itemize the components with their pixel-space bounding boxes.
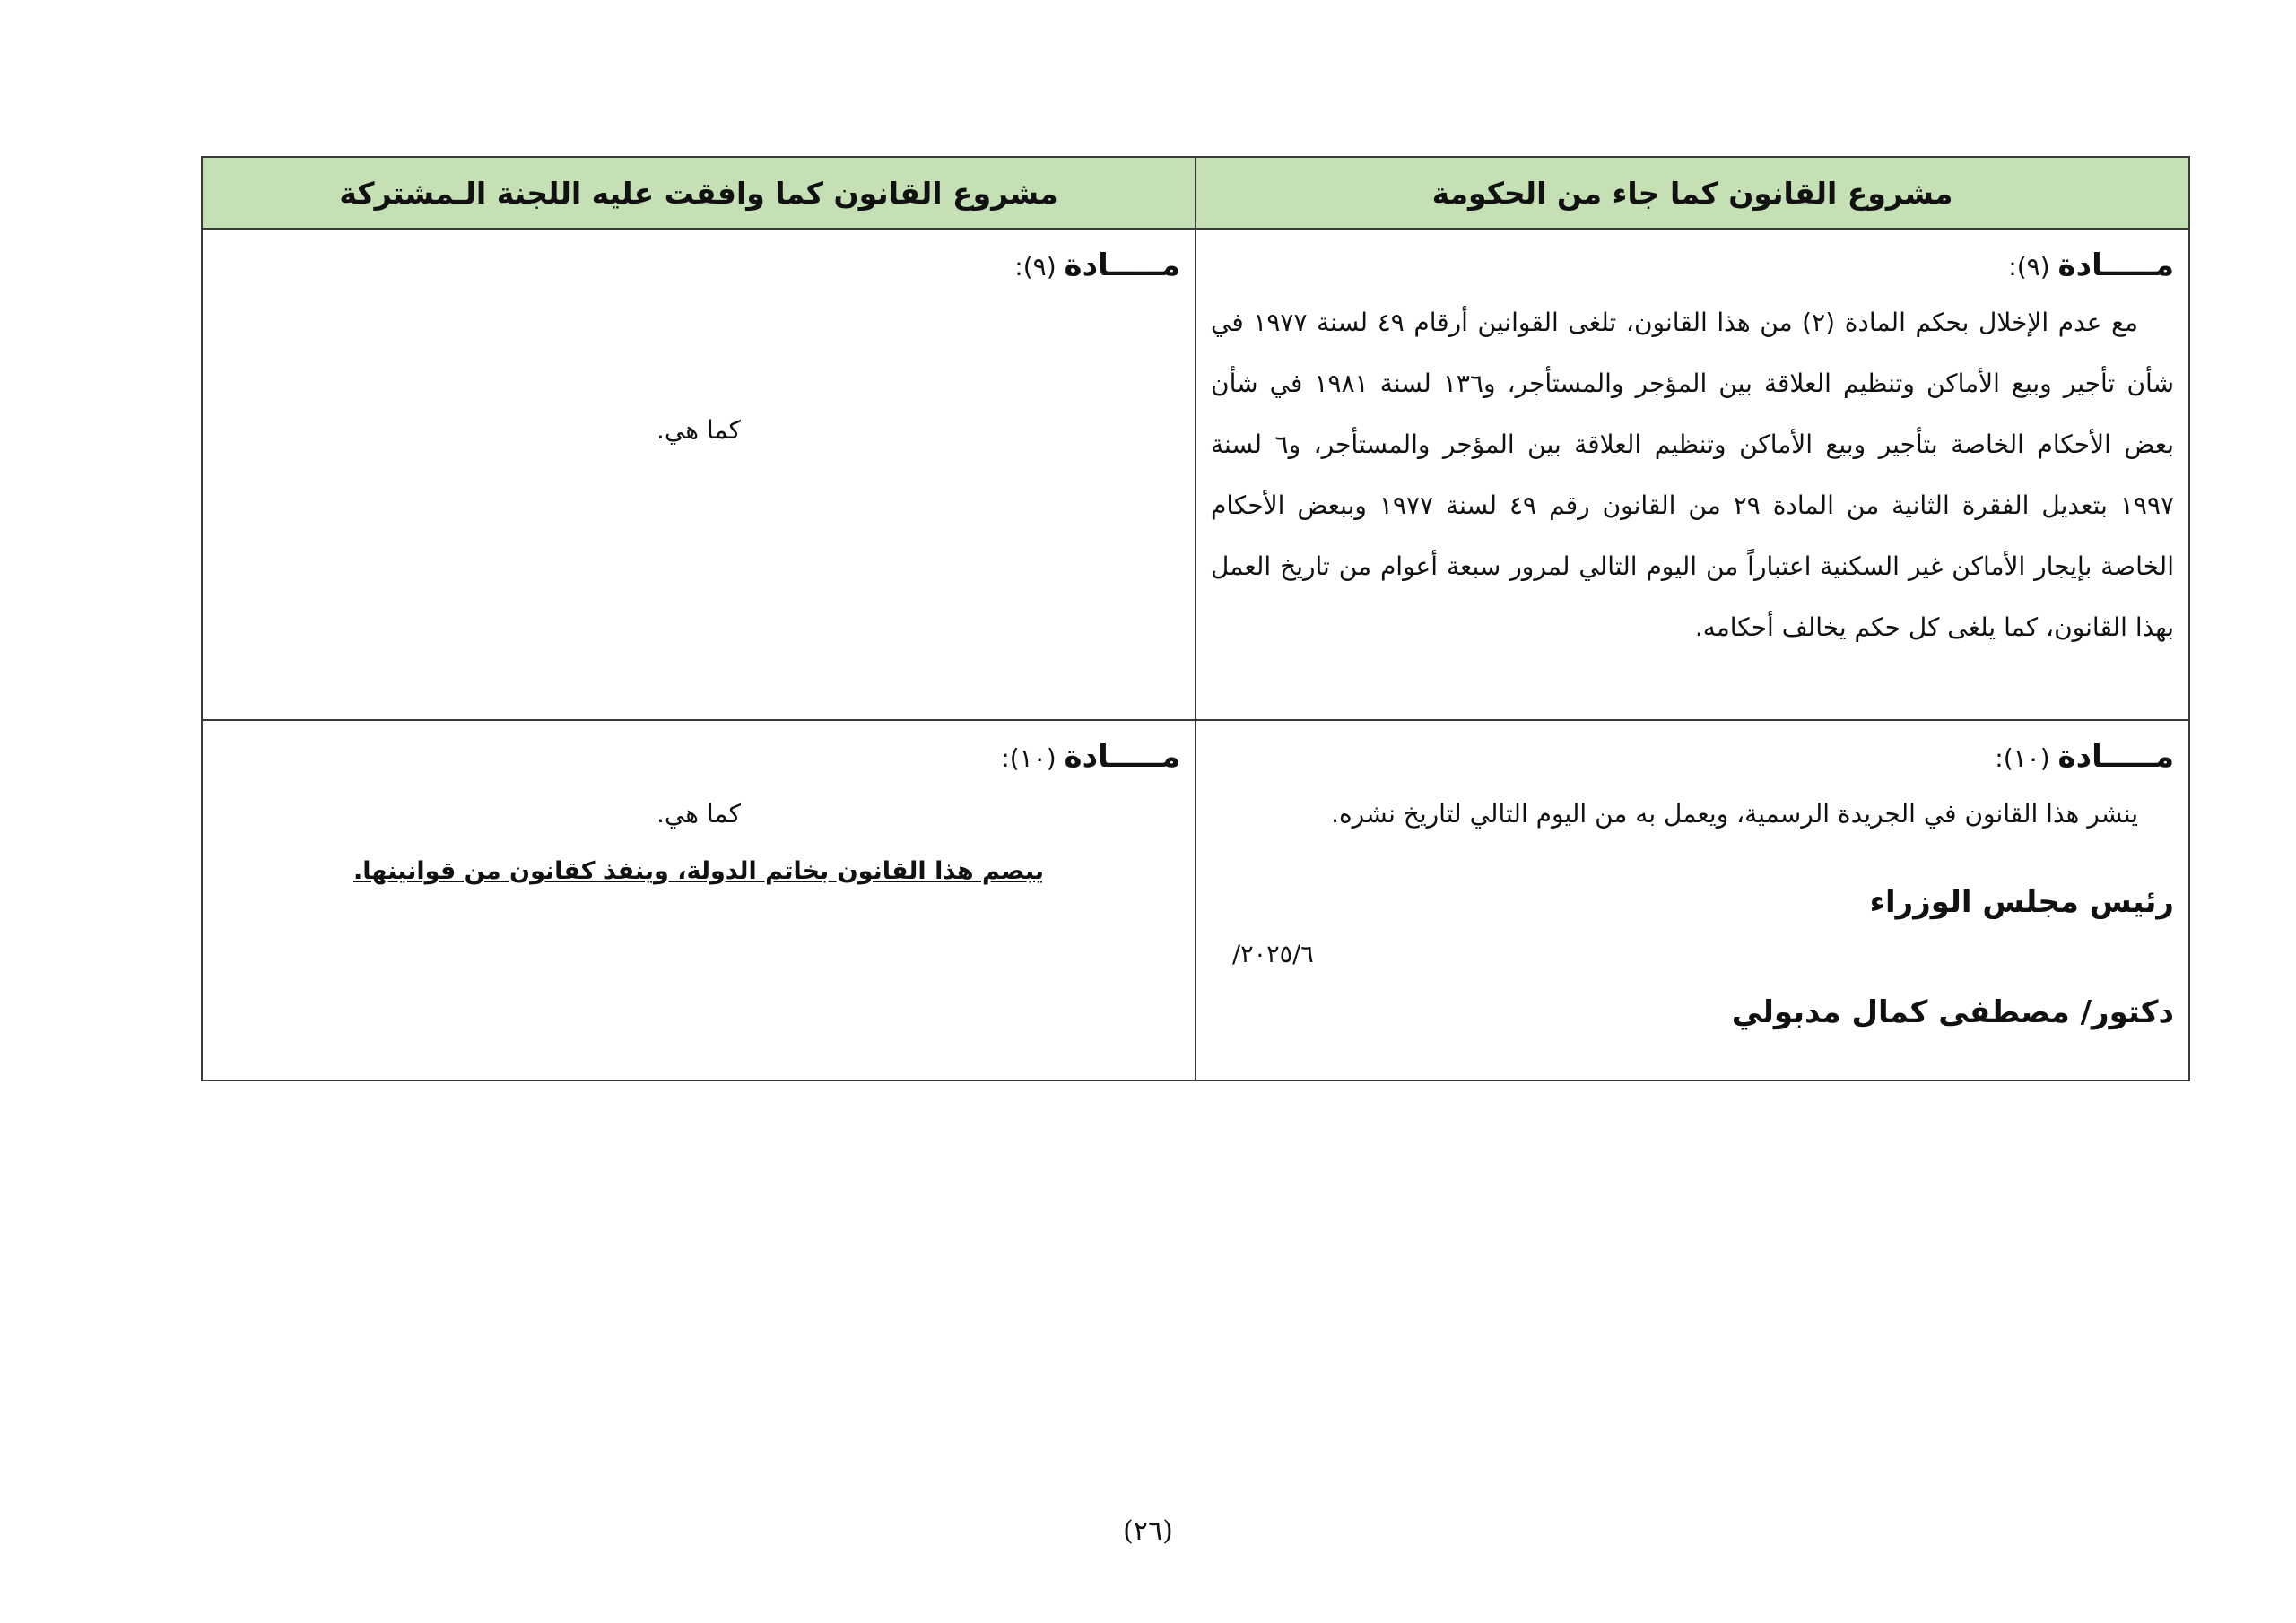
article-9-government-title — [1211, 239, 2174, 292]
article-word: مـــــادة — [1064, 247, 1180, 283]
article-10-committee-cell — [202, 720, 1196, 1081]
article-word: مـــــادة — [2057, 739, 2174, 775]
article-9-government-text: مع عدم الإخلال بحكم المادة (٢) من هذا القانون، تلغى القوانين أرقام ٤٩ لسنة ١٩٧٧ في شأن تأجير وبيع الأماكن وتنظيم العلاقة بين المؤجر والمستأجر، و١٣٦ لسنة ١٩٨١ في شأن بعض الأحكام الخاصة بتأجير وبيع الأماكن وتنظيم العلاقة بين المؤجر والمستأجر، و٦ لسنة ١٩٩٧ بتعديل الفقرة الثانية من المادة ٢٩ من القانون رقم ٤٩ لسنة ١٩٧٧ وببعض الأحكام الخاصة بإيجار الأماكن غير السكنية اعتباراً من اليوم التالي لمرور سبعة أعوام من تاريخ العمل بهذا القانون، كما يلغى كل حكم يخالف أحكامه. — [1211, 308, 2175, 642]
article-10-committee-addition: يبصم هذا القانون بخاتم الدولة، وينفذ كقانون من قوانينها. — [352, 857, 1044, 885]
article-10-government-cell — [1196, 720, 2189, 1081]
article-9-committee-cell — [202, 229, 1196, 720]
article-10-committee-title — [217, 730, 1180, 784]
header-government: مشروع القانون كما جاء من الحكومة — [1196, 157, 2189, 229]
article-10-committee-text: كما هي. — [657, 799, 741, 829]
header-committee: مشروع القانون كما وافقت عليه اللجنة الـمشتركة — [202, 157, 1196, 229]
article-number: (١٠): — [1995, 743, 2050, 773]
article-9-committee-title — [217, 239, 1180, 292]
article-word: مـــــادة — [1064, 739, 1180, 775]
signature-name: دكتور/ مصطفى كمال مدبولي — [1731, 994, 2174, 1030]
article-9-government-cell — [1196, 229, 2189, 720]
article-number: (١٠): — [1001, 743, 1057, 773]
article-9-row — [202, 229, 2189, 720]
article-number: (٩): — [2008, 252, 2050, 282]
page-number: (٢٦) — [1123, 1515, 1173, 1547]
article-10-government-title — [1211, 730, 2174, 784]
signature-date: ٢٠٢٥/٦/ — [1232, 941, 1314, 968]
signature-title: رئيس مجلس الوزراء — [1869, 884, 2174, 920]
article-10-row — [202, 720, 2189, 1081]
article-number: (٩): — [1014, 252, 1057, 282]
article-9-committee-text: كما هي. — [657, 415, 741, 445]
comparison-table — [201, 156, 2190, 1081]
header-row — [202, 157, 2189, 229]
article-word: مـــــادة — [2057, 247, 2174, 283]
article-10-government-text: ينشر هذا القانون في الجريدة الرسمية، ويعمل به من اليوم التالي لتاريخ نشره. — [1331, 799, 2138, 829]
